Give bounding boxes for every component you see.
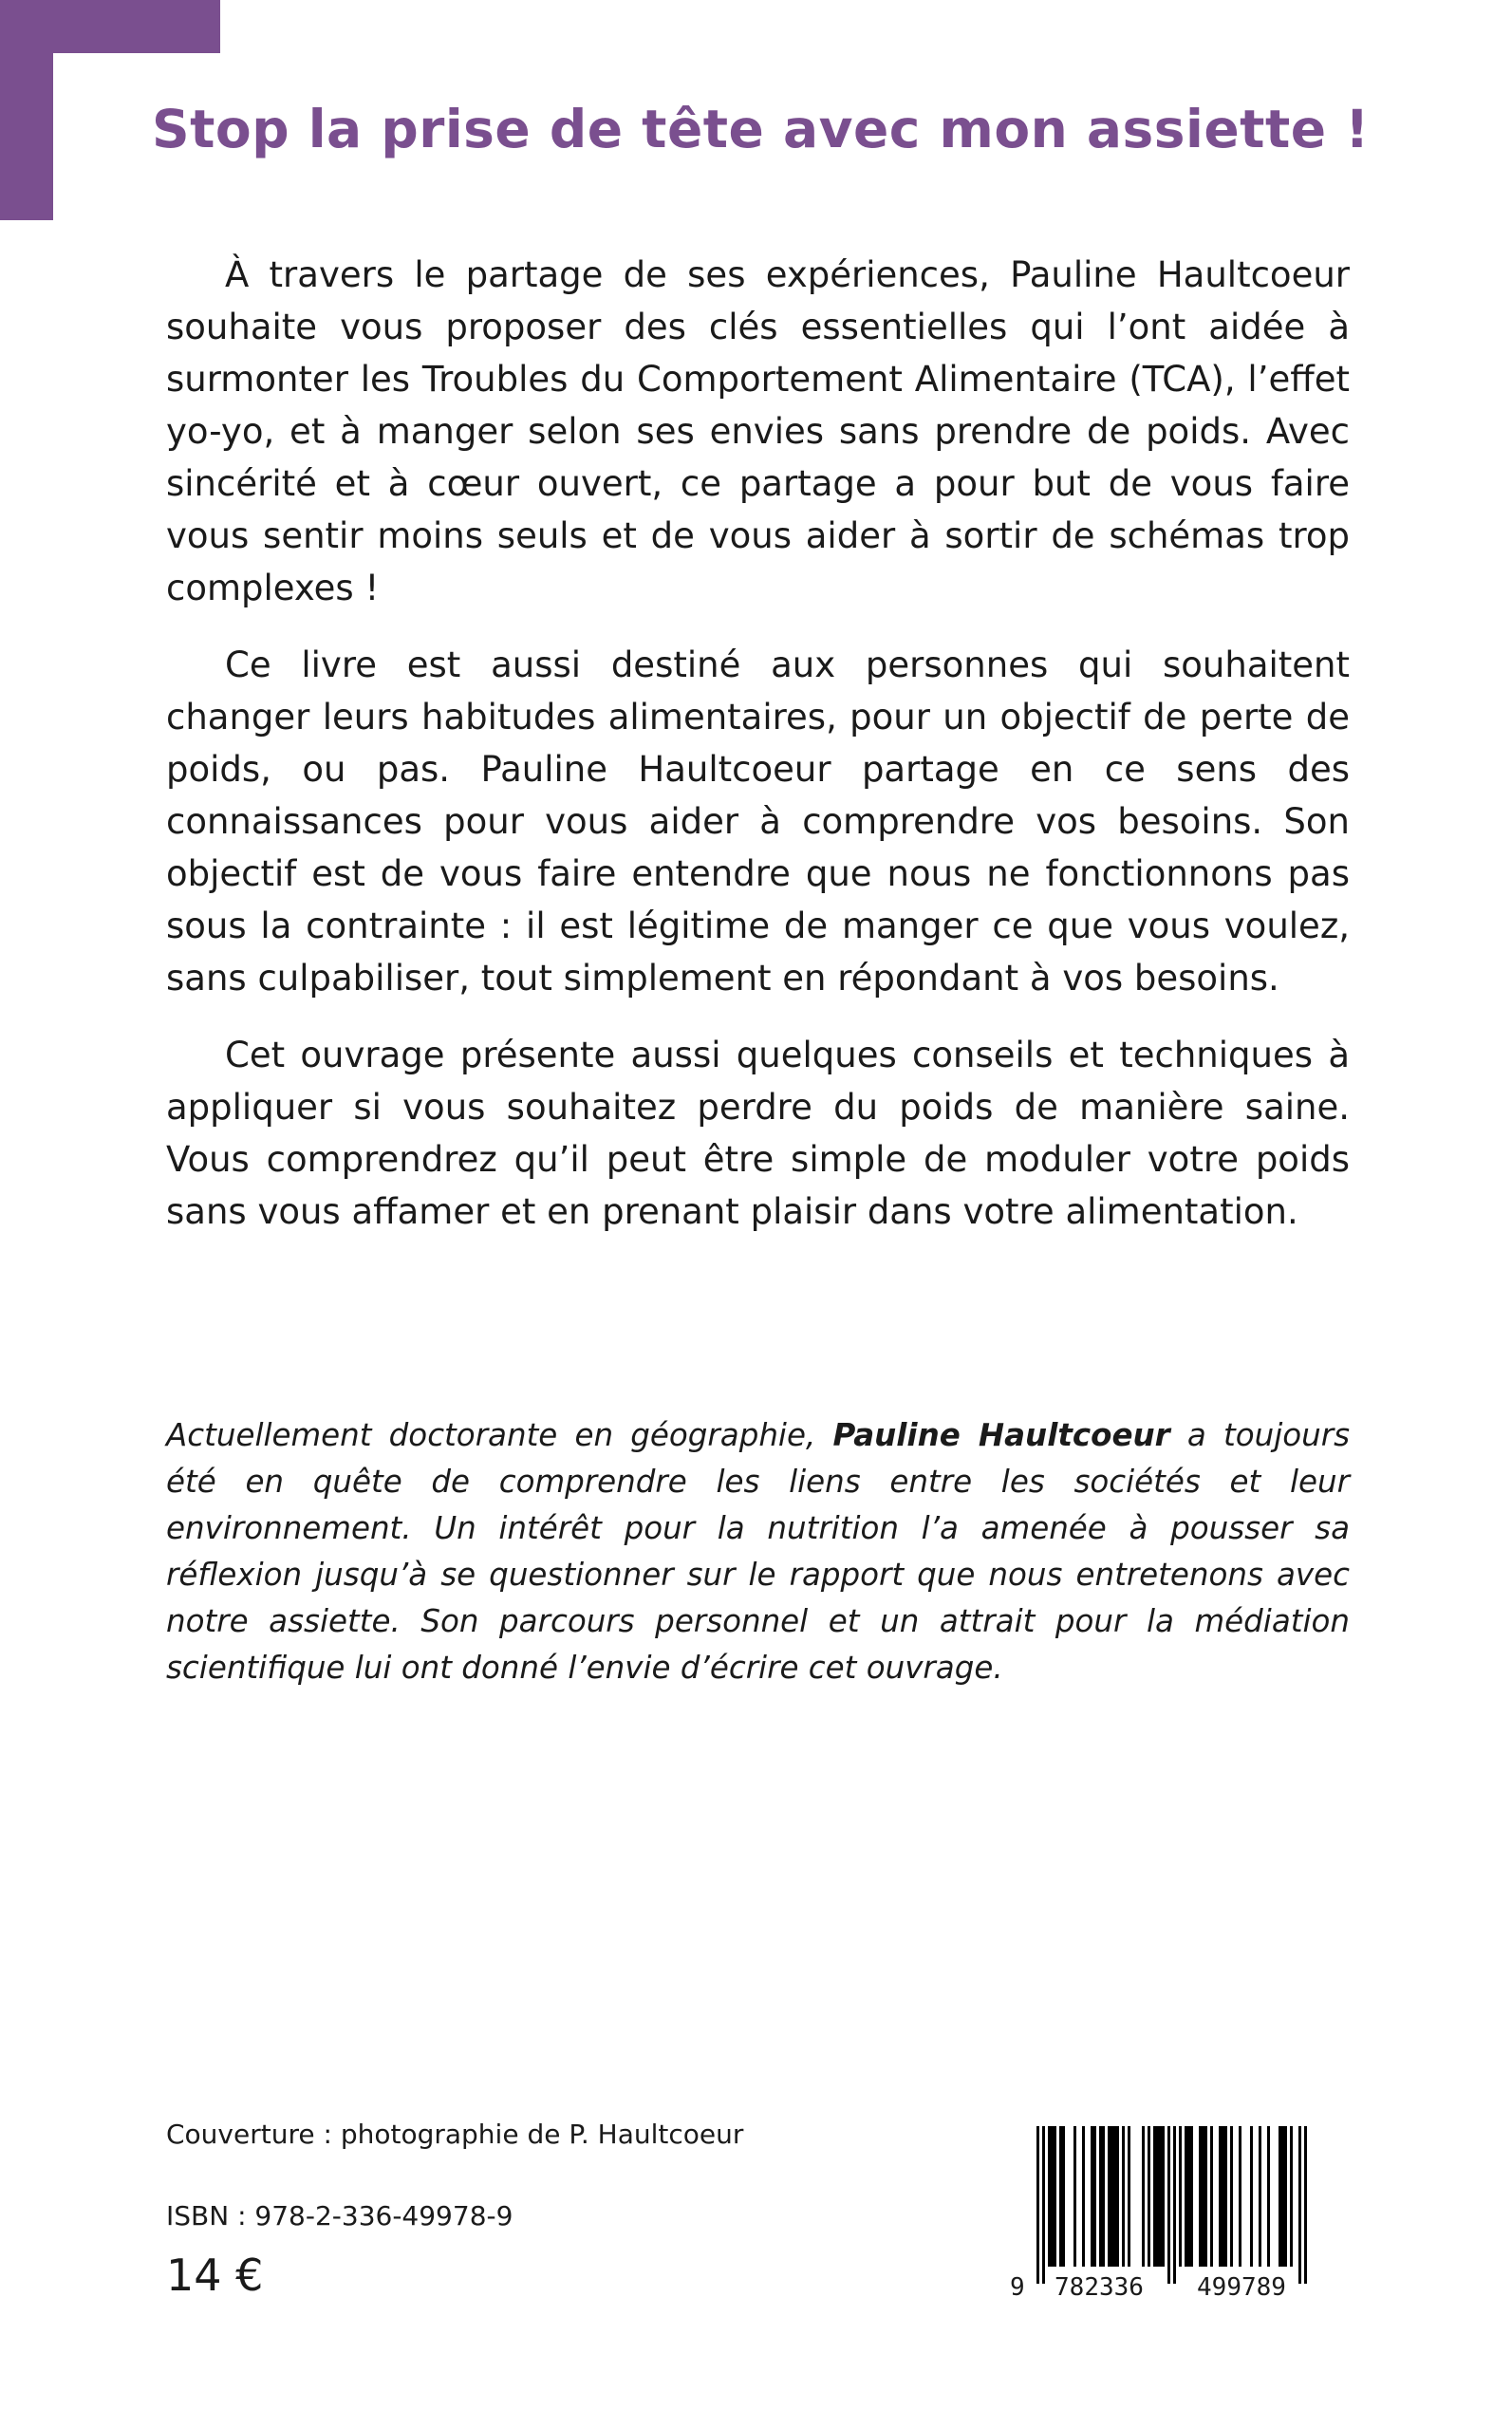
isbn: ISBN : 978-2-336-49978-9 [166, 2200, 513, 2232]
barcode-bar [1062, 2126, 1065, 2267]
cover-credit: Couverture : photographie de P. Haultcoeur [166, 2119, 744, 2150]
barcode-bar [1111, 2126, 1113, 2267]
barcode-bar [1036, 2126, 1039, 2284]
barcode-bar [1042, 2126, 1045, 2284]
barcode-bar [1153, 2126, 1156, 2267]
barcode-bar [1239, 2126, 1241, 2267]
barcode-bar [1162, 2126, 1165, 2267]
barcode-bar [1222, 2126, 1224, 2267]
price: 14 € [166, 2250, 264, 2301]
author-bio [166, 1412, 1350, 1691]
summary-paragraph: Cet ouvrage présente aussi quelques conseils et techniques à appliquer si vous souhaitez perdre du poids de manière saine. Vous comprendrez qu’il peut être simple de moduler votre poids sans vous affamer et en prenant plaisir dans votre alimentation. [166, 1035, 1350, 1232]
barcode-left-digits: 782336 [1055, 2273, 1144, 2301]
summary-paragraph: Ce livre est aussi destiné aux personnes qui souhaitent changer leurs habitudes alimentaires, pour un objectif de perte de poids, ou pas. Pauline Haultcoeur partage en ce sens des connaissances pour vous aider à comprendre vos besoins. Son objectif est de vous faire entendre que nous ne fonctionnons pas sous la contrainte : il est légitime de manger ce que vous voulez, sans culpabiliser, tout simplement en répondant à vos besoins. [166, 644, 1350, 999]
barcode-bar [1290, 2126, 1293, 2267]
barcode-bar [1224, 2126, 1227, 2267]
barcode-bar [1298, 2126, 1301, 2284]
barcode-first-digit: 9 [1010, 2273, 1025, 2301]
barcode-bar [1279, 2126, 1281, 2267]
barcode-bar [1190, 2126, 1193, 2267]
barcode-bar [1173, 2126, 1176, 2284]
barcode-bar [1210, 2126, 1213, 2267]
barcode-bar [1267, 2126, 1270, 2267]
barcode-right-digits: 499789 [1197, 2273, 1286, 2301]
barcode-bar [1284, 2126, 1287, 2267]
barcode-bars [1036, 2126, 1307, 2284]
barcode-graphic [1008, 2126, 1335, 2301]
barcode-bar [1199, 2126, 1202, 2267]
summary-paragraph: À travers le partage de ses expériences, Pauline Haultcoeur souhaite vous proposer des clés essentielles qui l’ont aidée à surmonter les Troubles du Comportement Alimentaire (TCA), l’effet yo-yo, et à manger selon ses envies sans prendre de poids. Avec sincérité et à cœur ouvert, ce partage a pour but de vous faire vous sentir moins seuls et de vous aider à sortir de schémas trop complexes ! [166, 254, 1350, 608]
author-bio-rest: a toujours été en quête de comprendre les liens entre les sociétés et leur environnement. Un intérêt pour la nutrition l’a amenée à pousser sa réflexion jusqu’à se questionner sur le rapport que nous entretenons avec notre assiette. Son parcours personnel et un attrait pour la médiation scientifique lui ont donné l’envie d’écrire cet ouvrage. [166, 1417, 1351, 1686]
barcode-bar [1148, 2126, 1150, 2267]
summary-text [166, 249, 1350, 1262]
barcode-bar [1128, 2126, 1130, 2267]
barcode-bar [1108, 2126, 1111, 2267]
barcode-bar [1142, 2126, 1145, 2267]
barcode-bar [1048, 2126, 1051, 2267]
barcode-bar [1073, 2126, 1076, 2267]
barcode-bar [1156, 2126, 1159, 2267]
back-cover-title: Stop la prise de tête avec mon assiette ! [152, 99, 1370, 159]
barcode-bar [1185, 2126, 1187, 2267]
barcode-bar [1187, 2126, 1190, 2267]
barcode-bar [1167, 2126, 1170, 2284]
barcode-bar [1230, 2126, 1233, 2267]
barcode-bar [1116, 2126, 1119, 2267]
author-name: Pauline Haultcoeur [832, 1417, 1170, 1453]
barcode-bar [1099, 2126, 1102, 2267]
corner-accent-left [0, 0, 53, 220]
barcode-bar [1091, 2126, 1093, 2267]
barcode-bar [1051, 2126, 1054, 2267]
barcode-bar [1281, 2126, 1284, 2267]
barcode-bar [1250, 2126, 1253, 2267]
barcode-bar [1093, 2126, 1096, 2267]
barcode-bar [1113, 2126, 1116, 2267]
barcode-bar [1082, 2126, 1085, 2267]
barcode-bar [1202, 2126, 1204, 2267]
barcode-bar [1259, 2126, 1261, 2267]
author-bio-intro: Actuellement doctorante en géographie, [166, 1417, 833, 1453]
barcode [1008, 2126, 1335, 2301]
barcode-bar [1122, 2126, 1125, 2267]
barcode-bar [1102, 2126, 1105, 2267]
barcode-bar [1054, 2126, 1056, 2267]
barcode-bar [1059, 2126, 1062, 2267]
barcode-bar [1204, 2126, 1207, 2267]
barcode-bar [1179, 2126, 1182, 2267]
barcode-bar [1304, 2126, 1307, 2284]
barcode-bar [1219, 2126, 1222, 2267]
barcode-bar [1159, 2126, 1162, 2267]
